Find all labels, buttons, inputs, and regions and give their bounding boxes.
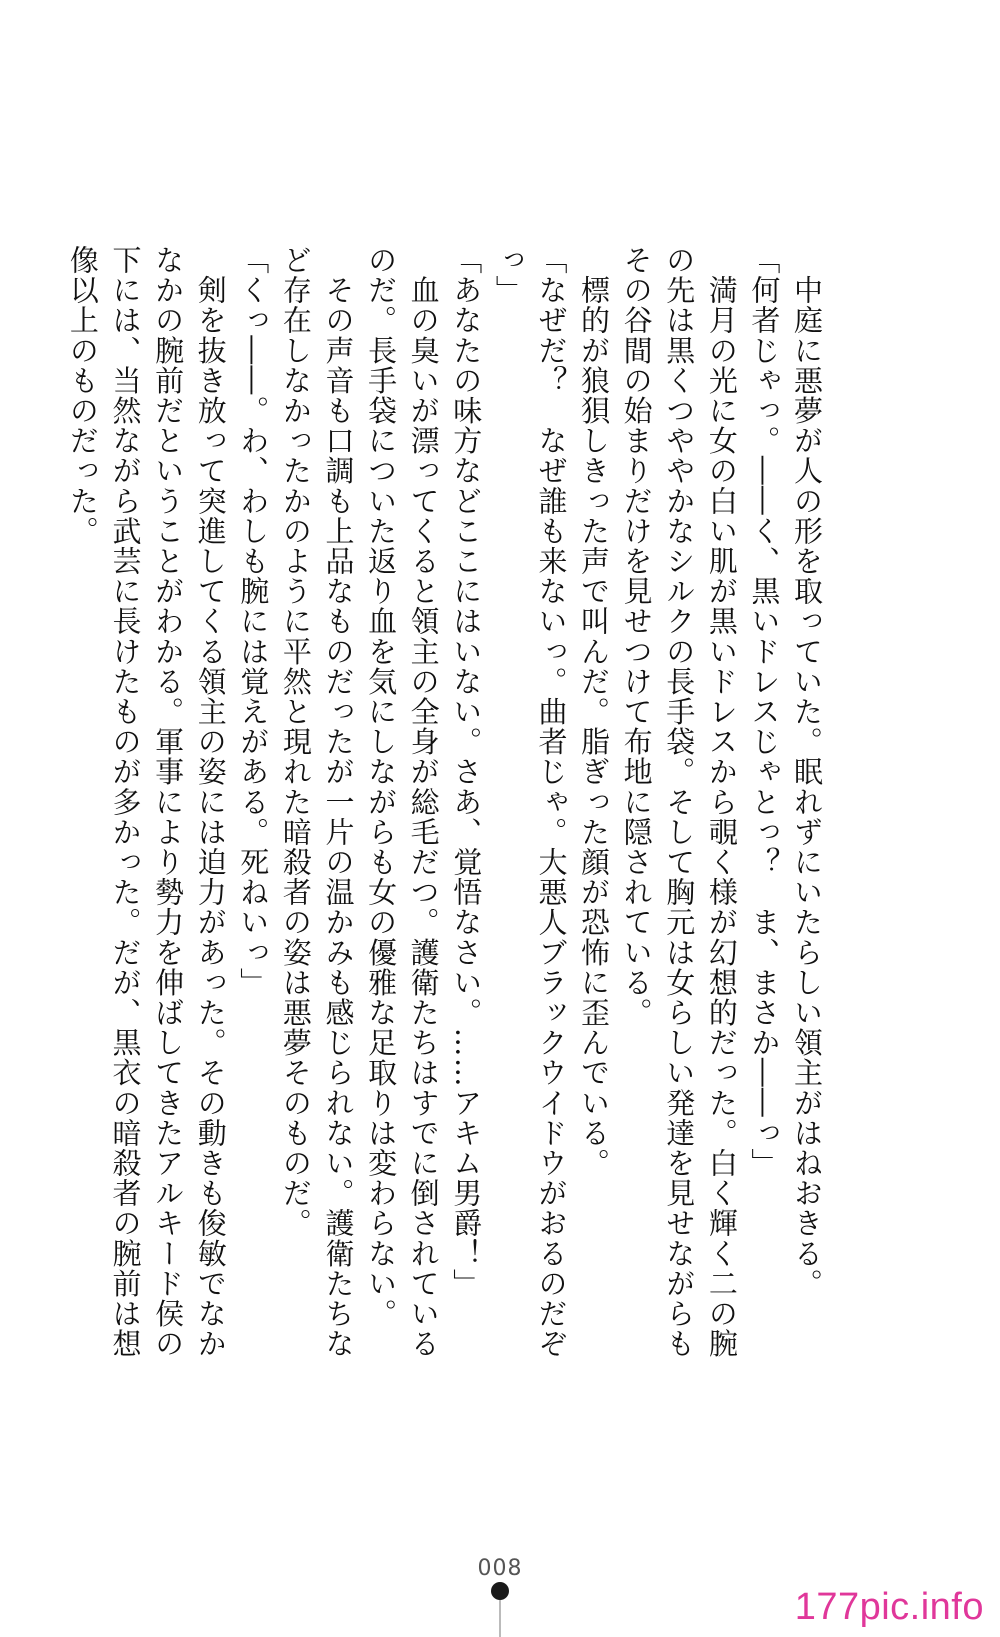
paragraph: 「なぜだ？ なぜ誰も来ないっ。曲者じゃ。大悪人ブラックウイドウがおるのだぞっ」 [491, 245, 569, 1359]
vertical-text-body [65, 245, 828, 1375]
paragraph: 標的が狼狽しきった声で叫んだ。脂ぎった顔が恐怖に歪んでいる。 [577, 245, 612, 1179]
paragraph: その声音も口調も上品なものだったが一片の温かみも感じられない。護衛たちなど存在しなかったかのように平然と現れた暗殺者の姿は悪夢そのものだ。 [278, 245, 356, 1359]
paragraph: 満月の光に女の白い肌が黒いドレスから覗く様が幻想的だった。白く輝く二の腕の先は黒くつややかなシルクの長手袋。そして胸元は女らしい発達を見せながらもその谷間の始まりだけを見せつけて布地に隠されている。 [619, 245, 739, 1359]
paragraph: 剣を抜き放って突進してくる領主の姿には迫力があった。その動きも俊敏でなかなかの腕前だということがわかる。軍事により勢力を伸ばしてきたアルキード侯の下には、当然ながら武芸に長けたものが多かった。だが、黒衣の暗殺者の腕前は想像以上のものだった。 [65, 245, 228, 1359]
paragraph: 「あなたの味方などここにはいない。さあ、覚悟なさい。……アキム男爵！」 [449, 245, 484, 1299]
paragraph: 「くっ――。わ、わしも腕には覚えがある。死ねいっ」 [236, 245, 271, 998]
paragraph: 「何者じゃっ。――く、黒いドレスじゃとっ？ ま、まさか――っ」 [747, 245, 782, 1179]
paragraph: 中庭に悪夢が人の形を取っていた。眠れずにいたらしい領主がはねおきる。 [790, 245, 824, 1299]
watermark: 177pic.info [794, 1586, 984, 1628]
paragraph: 血の臭いが漂ってくると領主の全身が総毛だつ。護衛たちはすでに倒されているのだ。長手袋についた返り血を気にしながらも女の優雅な足取りは変わらない。 [364, 245, 441, 1359]
page-number: 008 [477, 1556, 523, 1581]
